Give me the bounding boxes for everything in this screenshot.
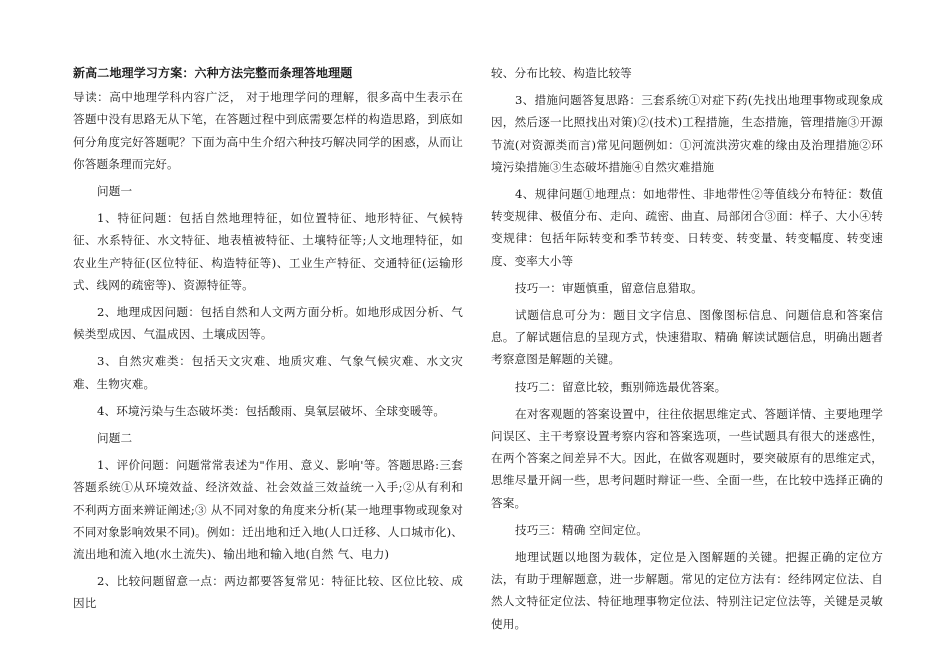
paragraph-cause-questions: 2、地理成因问题：包括自然和人文两方面分析。如地形成因分析、气候类型成因、气温成因、土壤成因等。 [73,305,463,342]
right-column [491,62,883,635]
paragraph-natural-disasters: 3、自然灾难类：包括天文灾难、地质灾难、气象气候灾难、水文灾难、生物灾难。 [73,354,463,391]
paragraph-comparison-end: 较、分布比较、构造比较等 [491,66,632,80]
document-title: 新高二地理学习方案：六种方法完整而条理答地理题 [73,66,353,80]
paragraph-pattern-questions: 4、规律问题①地理点：如地带性、非地带性②等值线分布特征：数值转变规律、极值分布、走向、疏密、曲直、局部闭合③面：样子、大小④转变规律：包括年际转变和季节转变、日转变、转变量、转变幅度、转变速度、变率大小等 [491,187,883,268]
section-heading-2: 问题二 [97,431,133,446]
tip-body-2: 在对客观题的答案设置中，往往依据思维定式、答题详情、主要地理学问误区、主干考察设置考察内容和答案选项，一些试题具有很大的迷惑性，在两个答案之间差异不大。因此，在做客观题时，要突破原有的思维定式，思维尽量开阔一些，思考问题时辩证一些、全面一些，在比较中选择正确的答案。 [491,406,883,510]
tip-heading-3: 技巧三：精确 空间定位。 [515,522,649,537]
section-heading-1: 问题一 [97,184,133,199]
left-column [73,62,463,615]
paragraph-comparison-start: 2、比较问题留意一点：两边都要答复常见：特征比较、区位比较、成因比 [73,574,463,611]
tip-body-1: 试题信息可分为：题目文字信息、图像图标信息、问题信息和答案信息。了解试题信息的呈现方式，快速猎取、精确 解读试题信息，明确出题者考察意图是解题的关键。 [491,308,883,367]
paragraph-feature-questions: 1、特征问题：包括自然地理特征，如位置特征、地形特征、气候特征、水系特征、水文特征、地表植被特征、土壤特征等;人文地理特征，如农业生产特征(区位特征、构造特征等)、工业生产特征、交通特征(运输形式、线网的疏密等)、资源特征等。 [73,211,463,292]
paragraph-environment-pollution: 4、环境污染与生态破坏类：包括酸雨、臭氧层破坏、全球变暖等。 [97,403,446,418]
tip-body-3: 地理试题以地图为载体，定位是入图解题的关键。把握正确的定位方法，有助于理解题意，进一步解题。常见的定位方法有：经纬网定位法、自然人文特征定位法、特征地理事物定位法、特别注记定位法等，关键是灵敏使用。 [491,550,883,631]
intro-paragraph: 导读：高中地理学科内容广泛， 对于地理学问的理解，很多高中生表示在答题中没有思路无从下笔，在答题过程中到底需要怎样的构造思路，到底如何分角度完好答题呢？下面为高中生介绍六种技巧解决同学的困惑，从而让你答题条理而完好。 [73,90,463,171]
paragraph-measures-questions: 3、措施问题答复思路：三套系统①对症下药(先找出地理事物或现象成因，然后逐一比照找出对策)②(技术)工程措施，生态措施，管理措施③开源节流(对资源类而言)常见问题例如：①河流洪涝灾难的缘由及治理措施②环境污染措施③生态破坏措施④自然灾难措施 [491,93,883,174]
tip-heading-2: 技巧二：留意比较，甄别筛选最优答案。 [515,379,727,394]
paragraph-evaluation-questions: 1、评价问题：问题常常表述为"作用、意义、影响'等。答题思路:三套答题系统①从环境效益、经济效益、社会效益三效益统一入手;②从有利和不利两方面来辨证阐述;③ 从不同对象的角度来分析(某一地理事物或现象对不同对象影响效果不同)。例如：迁出地和迁入地(人口迁移、人口城市化)、流出地和流入地(水土流失)、输出地和输入地(自然 气、电力) [73,458,463,562]
tip-heading-1: 技巧一：审题慎重，留意信息猎取。 [515,280,703,295]
